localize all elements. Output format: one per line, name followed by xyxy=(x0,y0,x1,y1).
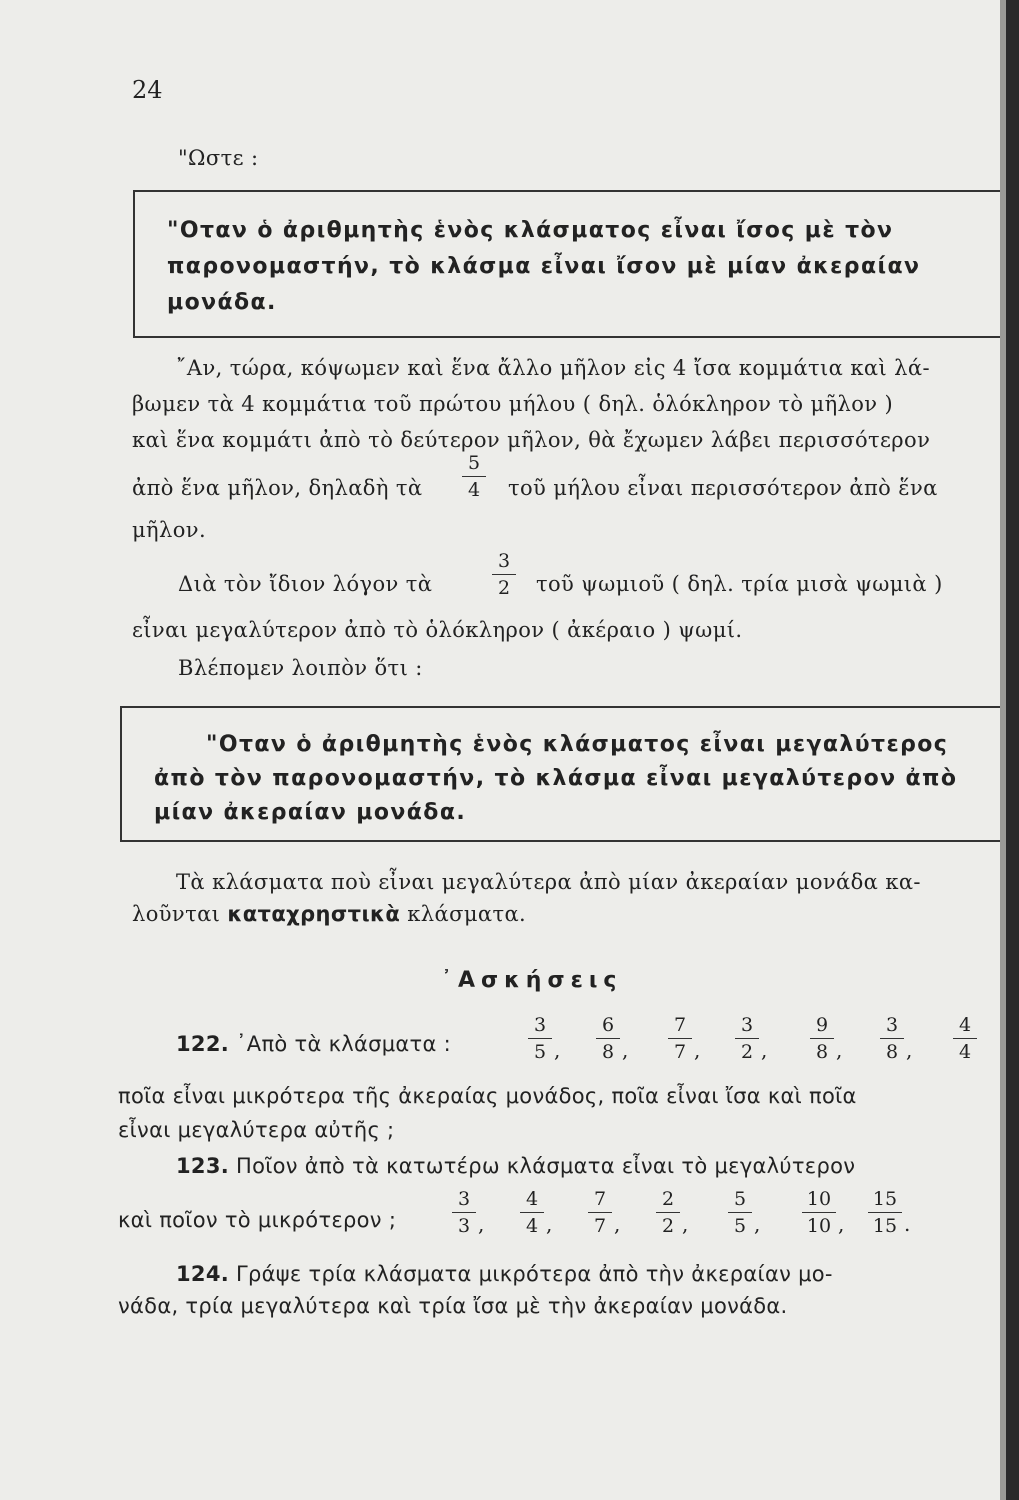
exercise-122-fraction xyxy=(528,1014,552,1063)
para2-line2: εἶναι μεγαλύτερον ἀπὸ τὸ ὁλόκληρον ( ἀκέραιο ) ψωμί. xyxy=(132,618,743,642)
para1-line1: ῎Αν, τώρα, κόψωμεν καὶ ἕνα ἄλλο μῆλον εἰς 4 ἴσα κομμάτια καὶ λά- xyxy=(176,356,930,380)
separator: , xyxy=(614,1212,621,1236)
separator: , xyxy=(682,1212,689,1236)
para1-line2: βωμεν τὰ 4 κομμάτια τοῦ πρώτου μήλου ( δηλ. ὁλόκληρον τὸ μῆλον ) xyxy=(132,392,894,416)
rule1-line3: μονάδα. xyxy=(167,290,277,315)
fraction-numerator: 7 xyxy=(673,1014,687,1036)
fraction-denominator: 2 xyxy=(740,1041,754,1063)
fraction-denominator: 2 xyxy=(497,577,511,599)
para3-line1: Τὰ κλάσματα ποὺ εἶναι μεγαλύτερα ἀπὸ μίαν ἀκεραίαν μονάδα κα- xyxy=(176,870,921,894)
exercise-124-text: Γράψε τρία κλάσματα μικρότερα ἀπὸ τὴν ἀκεραίαν μο- xyxy=(236,1262,833,1286)
para3-line2-start: λοῦνται xyxy=(132,902,221,926)
fraction-bar xyxy=(735,1038,759,1039)
para3-line2 xyxy=(132,902,526,926)
term-improper-fractions: καταχρηστικὰ xyxy=(227,902,401,926)
fraction-numerator: 3 xyxy=(740,1014,754,1036)
fraction-numerator: 15 xyxy=(872,1188,898,1210)
exercise-122-fraction xyxy=(810,1014,834,1063)
fraction-denominator: 3 xyxy=(457,1215,471,1237)
fraction-denominator: 7 xyxy=(593,1215,607,1237)
separator: , xyxy=(694,1038,701,1062)
fraction-denominator: 4 xyxy=(467,479,481,501)
fraction-numerator: 4 xyxy=(525,1188,539,1210)
fraction-5-4 xyxy=(462,452,486,501)
fraction-bar xyxy=(588,1212,612,1213)
rule2-line2: ἀπὸ τὸν παρονομαστήν, τὸ κλάσμα εἶναι μεγαλύτερον ἀπὸ xyxy=(154,766,958,791)
exercise-123-fraction xyxy=(728,1188,752,1237)
fraction-numerator: 6 xyxy=(601,1014,615,1036)
fraction-bar xyxy=(728,1212,752,1213)
exercise-122-line3: εἶναι μεγαλύτερα αὐτῆς ; xyxy=(118,1118,395,1142)
fraction-denominator: 15 xyxy=(872,1215,898,1237)
fraction-denominator: 7 xyxy=(673,1041,687,1063)
exercise-124-line1 xyxy=(176,1262,833,1286)
fraction-bar xyxy=(462,476,486,477)
exercise-122-fraction xyxy=(668,1014,692,1063)
fraction-numerator: 7 xyxy=(593,1188,607,1210)
exercise-123-text: Ποῖον ἀπὸ τὰ κατωτέρω κλάσματα εἶναι τὸ μεγαλύτερον xyxy=(236,1154,856,1178)
fraction-denominator: 8 xyxy=(815,1041,829,1063)
fraction-denominator: 4 xyxy=(525,1215,539,1237)
fraction-bar xyxy=(492,574,516,575)
fraction-denominator: 4 xyxy=(958,1041,972,1063)
page-number: 24 xyxy=(132,76,163,104)
rule1-line1: "Οταν ὁ ἀριθμητὴς ἑνὸς κλάσματος εἶναι ἴσος μὲ τὸν xyxy=(167,218,894,243)
fraction-numerator: 9 xyxy=(815,1014,829,1036)
rule1-line2: παρονομαστήν, τὸ κλάσμα εἶναι ἴσον μὲ μίαν ἀκεραίαν xyxy=(167,254,921,279)
separator: , xyxy=(546,1212,553,1236)
fraction-denominator: 5 xyxy=(533,1041,547,1063)
separator: , xyxy=(478,1212,485,1236)
fraction-bar xyxy=(668,1038,692,1039)
para3-line2-end: κλάσματα. xyxy=(407,902,527,926)
fraction-denominator: 8 xyxy=(885,1041,899,1063)
exercise-122-fraction xyxy=(596,1014,620,1063)
rule2-line1: "Οταν ὁ ἀριθμητὴς ἑνὸς κλάσματος εἶναι μεγαλύτερος xyxy=(206,732,949,757)
fraction-bar xyxy=(452,1212,476,1213)
exercise-124-line2: νάδα, τρία μεγαλύτερα καὶ τρία ἴσα μὲ τὴν ἀκεραίαν μονάδα. xyxy=(118,1294,788,1318)
separator: , xyxy=(754,1212,761,1236)
exercise-124-number: 124. xyxy=(176,1262,230,1286)
rule-box-greater xyxy=(120,706,1004,842)
fraction-numerator: 3 xyxy=(533,1014,547,1036)
para1-line4a: ἀπὸ ἕνα μῆλον, δηλαδὴ τὰ xyxy=(132,476,423,500)
fraction-numerator: 10 xyxy=(806,1188,832,1210)
separator: . xyxy=(904,1212,911,1236)
exercise-123-fraction xyxy=(588,1188,612,1237)
separator: , xyxy=(761,1038,768,1062)
rule2-line3: μίαν ἀκεραίαν μονάδα. xyxy=(154,800,467,825)
fraction-bar xyxy=(802,1212,836,1213)
fraction-numerator: 3 xyxy=(457,1188,471,1210)
rule-box-equal xyxy=(133,190,1016,338)
exercise-123-number: 123. xyxy=(176,1154,230,1178)
exercise-123-fraction xyxy=(868,1188,902,1237)
exercise-123-fraction xyxy=(520,1188,544,1237)
exercise-123-fraction xyxy=(656,1188,680,1237)
fraction-bar xyxy=(953,1038,977,1039)
fraction-numerator: 4 xyxy=(958,1014,972,1036)
exercises-heading: ᾿Ασκήσεις xyxy=(441,968,623,993)
para2-line3: Βλέπομεν λοιπὸν ὅτι : xyxy=(178,656,423,680)
fraction-bar xyxy=(528,1038,552,1039)
fraction-bar xyxy=(520,1212,544,1213)
separator: , xyxy=(838,1212,845,1236)
exercise-122-line2: ποῖα εἶναι μικρότερα τῆς ἀκεραίας μονάδος, ποῖα εἶναι ἴσα καὶ ποῖα xyxy=(118,1084,857,1108)
para1-line3: καὶ ἕνα κομμάτι ἀπὸ τὸ δεύτερον μῆλον, θὰ ἔχωμεν λάβει περισσότερον xyxy=(132,428,931,452)
para2-line1b: τοῦ ψωμιοῦ ( δηλ. τρία μισὰ ψωμιὰ ) xyxy=(536,572,943,596)
fraction-bar xyxy=(596,1038,620,1039)
exercise-123-line1 xyxy=(176,1154,855,1178)
exercise-122-fraction xyxy=(953,1014,977,1063)
fraction-bar xyxy=(868,1212,902,1213)
fraction-bar xyxy=(656,1212,680,1213)
separator: , xyxy=(836,1038,843,1062)
exercise-122-fraction xyxy=(735,1014,759,1063)
para2-line1a: Διὰ τὸν ἴδιον λόγον τὰ xyxy=(178,572,433,596)
exercise-122-text: ᾿Απὸ τὰ κλάσματα : xyxy=(236,1032,451,1056)
fraction-numerator: 5 xyxy=(467,452,481,474)
fraction-numerator: 5 xyxy=(733,1188,747,1210)
fraction-numerator: 3 xyxy=(497,550,511,572)
fraction-bar xyxy=(880,1038,904,1039)
exercise-123-fraction xyxy=(452,1188,476,1237)
fraction-3-2 xyxy=(492,550,516,599)
exercise-123-line2: καὶ ποῖον τὸ μικρότερον ; xyxy=(118,1208,397,1232)
fraction-numerator: 3 xyxy=(885,1014,899,1036)
exercise-122-fraction xyxy=(880,1014,904,1063)
para1-line5: μῆλον. xyxy=(132,518,207,542)
book-spine-edge xyxy=(1000,0,1019,1500)
fraction-bar xyxy=(810,1038,834,1039)
para1-line4b: τοῦ μήλου εἶναι περισσότερον ἀπὸ ἕνα xyxy=(508,476,938,500)
exercise-123-fraction xyxy=(802,1188,836,1237)
fraction-denominator: 8 xyxy=(601,1041,615,1063)
fraction-denominator: 2 xyxy=(661,1215,675,1237)
exercise-122-number: 122. xyxy=(176,1032,230,1056)
fraction-numerator: 2 xyxy=(661,1188,675,1210)
exercise-122-line1 xyxy=(176,1032,451,1056)
separator: , xyxy=(622,1038,629,1062)
fraction-denominator: 10 xyxy=(806,1215,832,1237)
separator: , xyxy=(554,1038,561,1062)
separator: , xyxy=(906,1038,913,1062)
intro-text: "Ωστε : xyxy=(178,146,259,170)
fraction-denominator: 5 xyxy=(733,1215,747,1237)
